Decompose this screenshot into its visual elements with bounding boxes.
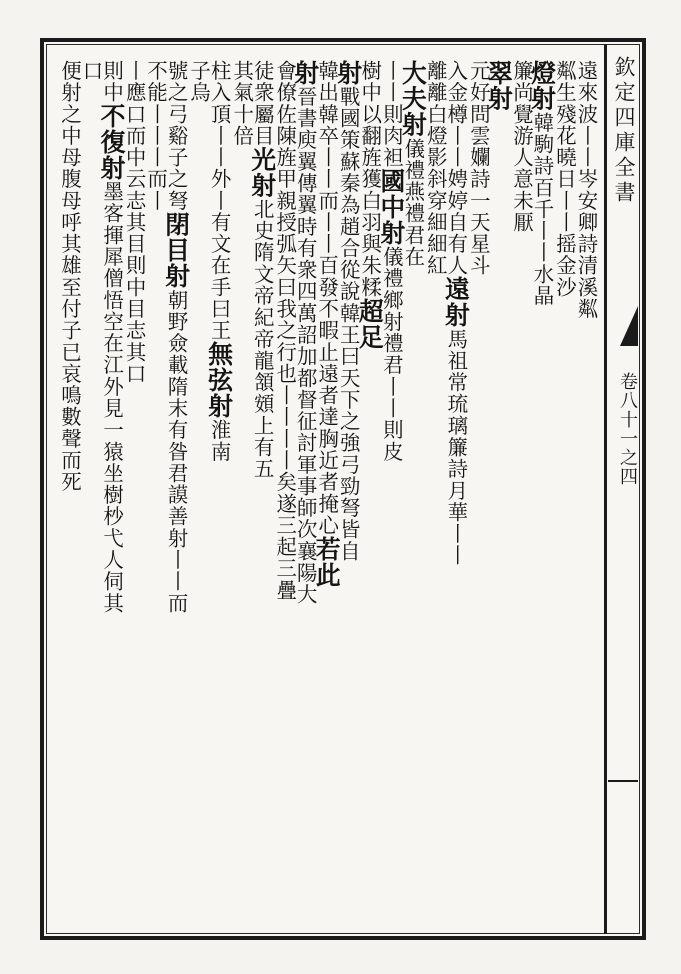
text-run: 口 xyxy=(79,60,104,82)
text-run: 徒衆屬目 xyxy=(250,60,275,147)
heading-term: 大夫射 xyxy=(398,60,428,138)
text-column xyxy=(248,60,278,480)
text-run: 號之弓谿子之弩 xyxy=(164,60,189,212)
text-column xyxy=(574,60,596,320)
book-title: 欽定四庫全書 xyxy=(612,56,636,206)
text-run: 粼生殘花曉日丨丨摇金沙 xyxy=(552,60,577,299)
text-run: 儀禮鄉射禮君丨丨則皮 xyxy=(379,246,404,463)
fish-tail-mark xyxy=(620,306,638,346)
text-run: 淮南 xyxy=(207,419,232,463)
heading-term: 射 xyxy=(334,60,364,86)
text-run: 韓駒詩百千丨丨水晶 xyxy=(529,111,554,307)
heading-term: 不復射 xyxy=(97,103,127,182)
text-run: 馬祖常琉璃簾詩月華丨丨 xyxy=(443,328,468,567)
text-column xyxy=(377,60,407,463)
text-column xyxy=(291,60,321,606)
text-run: 朝野僉載隋末有昝君謨善射丨丨而 xyxy=(164,289,189,614)
text-run: 遠來波丨丨岑安卿詩清溪粼 xyxy=(573,60,598,320)
text-run: 便射之中母腹母呼其雄至付子已哀鳴數聲而死 xyxy=(57,60,82,493)
text-run: 北史隋文帝紀帝龍頷頞上有五 xyxy=(250,198,275,480)
heading-term: 燈射 xyxy=(527,60,557,112)
heading-term: 遠射 xyxy=(441,276,471,329)
text-column xyxy=(80,60,102,82)
heading-term: 國中射 xyxy=(377,168,407,247)
text-run: 丨丨則肉袒 xyxy=(379,60,404,169)
text-run: 簾尚覺游人意未厭 xyxy=(509,60,534,234)
text-run: 柱入頂丨丨外丨有文在手曰王 xyxy=(207,60,232,342)
heading-term: 射 xyxy=(291,60,321,86)
heading-term: 閉目射 xyxy=(162,211,192,290)
heading-term: 超足 xyxy=(355,298,385,350)
text-column xyxy=(355,60,385,350)
heading-term: 翠射 xyxy=(484,60,514,112)
text-run: 樹中以翻旌獲白羽與朱糅 xyxy=(357,60,382,299)
text-column xyxy=(527,60,557,307)
text-run: 不能丨丨丨而丨 xyxy=(143,60,168,212)
heading-term: 若此 xyxy=(312,536,342,588)
text-column xyxy=(467,60,489,276)
text-run: 韓出韓卒丨丨而丨丨百發不暇止遠者達胸近者掩心 xyxy=(314,60,339,537)
text-column xyxy=(334,60,364,563)
heading-term: 光射 xyxy=(248,146,278,199)
text-column xyxy=(97,60,127,614)
text-run: 子烏 xyxy=(186,60,211,104)
text-run: 離離白燈影斜穿細細紅 xyxy=(423,60,448,277)
text-run: 元好問雲孄詩一天星斗 xyxy=(466,60,491,277)
volume-label: 卷八十一之四 xyxy=(617,372,638,486)
text-run: 入金樽丨丨娉婷自有人 xyxy=(443,60,468,277)
text-column xyxy=(441,60,471,567)
text-run: 其氣十倍 xyxy=(229,60,254,147)
text-run: 墨客揮犀僧悟空在江外見一猿坐樹杪弋人伺其 xyxy=(99,181,124,614)
text-run: 儀禮燕禮君在 xyxy=(400,137,425,268)
heading-term: 無弦射 xyxy=(205,341,235,420)
text-column xyxy=(58,60,80,493)
text-column xyxy=(230,60,252,147)
text-run: 丨應口而中云志其目則中目志其口 xyxy=(122,60,147,385)
text-column xyxy=(312,60,342,588)
text-column xyxy=(273,60,295,601)
text-column xyxy=(144,60,166,211)
text-run: 戰國策蘇秦為趙合從說韓王曰天下之強弓勁弩皆自 xyxy=(336,85,361,563)
text-column xyxy=(205,60,235,463)
text-column xyxy=(162,60,192,614)
text-run: 會僚佐陳旌甲親授弧矢曰我之行也丨丨丨丨矣遂三起三疊 xyxy=(272,60,297,601)
text-run: 晉書庾翼傳翼時有衆四萬詔加都督征討軍事師次襄陽大 xyxy=(293,85,318,606)
edge-rule-mark xyxy=(608,780,638,782)
text-run: 則中 xyxy=(99,60,124,104)
text-column xyxy=(484,60,514,112)
text-column xyxy=(187,60,209,103)
